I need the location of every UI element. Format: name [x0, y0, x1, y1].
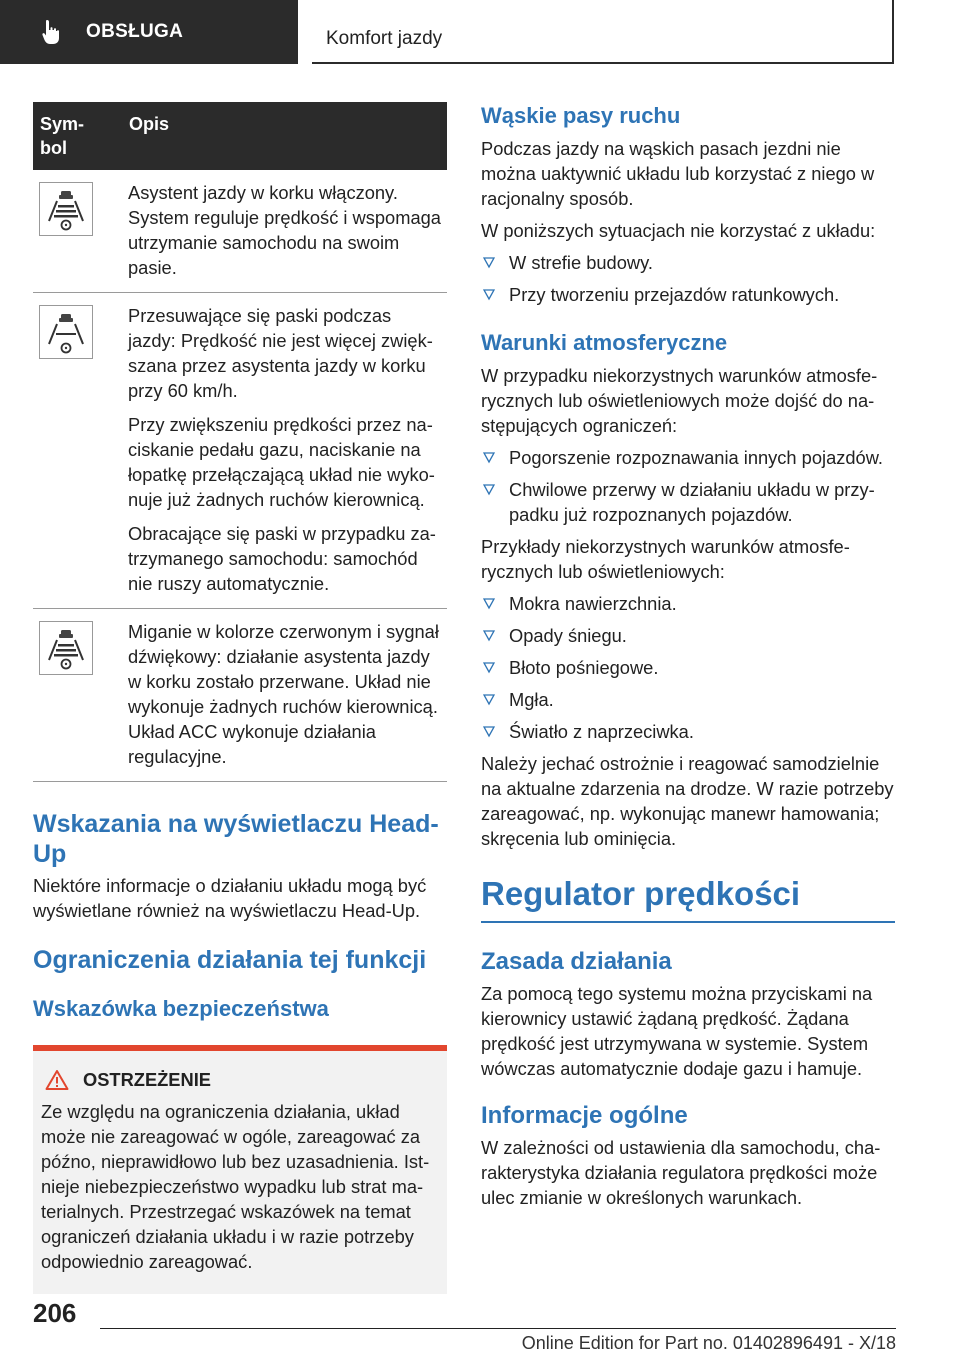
lane-assist-moving-stripes-icon [44, 310, 88, 354]
weather-text: W przypadku niekorzystnych warunków atmosferycznych lub oświetleniowych może dojść do następujących ograniczeń: [481, 365, 878, 436]
triangle-bullet-icon [483, 694, 495, 706]
page-number: 206 [33, 1298, 77, 1328]
topic-box [312, 0, 894, 64]
column-header-symbol: Sym- bol [33, 102, 122, 170]
footer-divider [100, 1328, 896, 1329]
list-item [481, 623, 895, 648]
description-text: Asystent jazdy w korku włączony. System reguluje prędkość i wspomaga utrzymanie samochodu na swoim pasie. [128, 182, 441, 278]
page-header [0, 0, 960, 66]
triangle-bullet-icon [483, 630, 495, 642]
warning-box [33, 1045, 447, 1294]
description-text: Przy zwiększeniu prędkości przez naciskanie pedału gazu, naciskanie na łopatkę przełączającą układ nie wykonuje już żadnych ruchów kierownicą. [128, 414, 435, 510]
general-info-text: W zależności od ustawienia dla samochodu, charakterystyka działania regulatora prędkości może ulec zmianie w określonych warunkach. [481, 1137, 881, 1208]
limits-heading: Ograniczenia działania tej funkcji [33, 946, 427, 974]
list-item-text: Przy tworzeniu przejazdów ratunkowych. [509, 284, 840, 305]
warning-header [45, 1069, 439, 1091]
table-cell-symbol [33, 170, 122, 293]
table-header-row [33, 102, 447, 170]
list-item [481, 250, 895, 275]
principle-heading: Zasada działania [481, 948, 672, 975]
table-row [33, 293, 447, 609]
left-column [33, 102, 447, 1294]
cruise-control-title: Regulator prędkości [481, 873, 895, 923]
weather-examples-list [481, 591, 895, 744]
warning-text: Ze względu na ograniczenia działania, układ może nie zareagować w ogóle, zareagować za późno, nieprawidłowo lub bez uzasadnienia. Istnieje niebezpieczeństwo wypadku lub strat materialnych. Przestrzegać wskazówek na temat ograniczeń działania układu i w razie potrzeby odpowiednio zareagować. [41, 1101, 430, 1272]
topic-title: Komfort jazdy [326, 28, 443, 49]
principle-text: Za pomocą tego systemu można przyciskami na kierownicy ustawić żądaną prędkość. Żądana prędkość jest utrzymywana w systemie. System wówczas automatycznie dodaje gazu i hamuje. [481, 983, 873, 1079]
triangle-bullet-icon [483, 257, 495, 269]
general-info-heading: Informacje ogólne [481, 1102, 688, 1129]
symbol-frame [39, 621, 93, 675]
table-cell-description [122, 170, 447, 293]
triangle-bullet-icon [483, 484, 495, 496]
safety-heading: Wskazówka bezpieczeństwa [33, 996, 329, 1021]
triangle-bullet-icon [483, 289, 495, 301]
weather-examples-intro: Przykłady niekorzystnych warunków atmosferycznych lub oświetleniowych: [481, 536, 850, 582]
list-item [481, 687, 895, 712]
list-item-text: Pogorszenie rozpoznawania innych pojazdów. [509, 447, 883, 468]
list-item [481, 719, 895, 744]
edition-text: Online Edition for Part no. 01402896491 - X/18 [521, 1333, 896, 1353]
list-item-text: Opady śniegu. [509, 625, 627, 646]
table-cell-symbol [33, 609, 122, 782]
hud-heading: Wskazania na wyświetlaczu Head-Up [33, 810, 439, 868]
description-text: Obracające się paski w przypadku zatrzymanego samochodu: samochód nie ruszy automatycznie. [128, 523, 436, 594]
lane-assist-active-icon [44, 187, 88, 231]
list-item [481, 591, 895, 616]
warning-triangle-icon [45, 1069, 69, 1091]
list-item-text: Błoto pośniegowe. [509, 657, 659, 678]
column-header-description: Opis [122, 102, 447, 170]
right-column [481, 102, 895, 1210]
triangle-bullet-icon [483, 726, 495, 738]
list-item-text: Światło z naprzeciwka. [509, 721, 694, 742]
narrow-lanes-list [481, 250, 895, 307]
triangle-bullet-icon [483, 452, 495, 464]
triangle-bullet-icon [483, 598, 495, 610]
table-cell-symbol [33, 293, 122, 609]
table-cell-description [122, 293, 447, 609]
table-row [33, 609, 447, 782]
symbol-frame [39, 305, 93, 359]
section-tab [0, 0, 298, 64]
triangle-bullet-icon [483, 662, 495, 674]
list-item [481, 477, 895, 527]
lane-assist-warning-icon [44, 626, 88, 670]
list-item-text: W strefie budowy. [509, 252, 653, 273]
narrow-lanes-heading: Wąskie pasy ruchu [481, 103, 681, 128]
description-text: Przesuwające się paski podczas jazdy: Prędkość nie jest więcej zwiększana przez asystenta jazdy w korku przy 60 km/h. [128, 305, 433, 401]
symbol-table [33, 102, 447, 782]
list-item-text: Mokra nawierzchnia. [509, 593, 677, 614]
weather-limits-list [481, 445, 895, 527]
section-name: OBSŁUGA [86, 21, 184, 42]
list-item [481, 282, 895, 307]
symbol-frame [39, 182, 93, 236]
narrow-lanes-intro: W poniższych sytuacjach nie korzystać z układu: [481, 220, 876, 241]
warning-title: OSTRZEŻENIE [83, 1069, 211, 1090]
table-row [33, 170, 447, 293]
weather-heading: Warunki atmosferyczne [481, 330, 728, 355]
hud-text: Niektóre informacje o działaniu układu mogą być wyświetlane również na wyświetlaczu Head-Up. [33, 875, 427, 921]
list-item [481, 445, 895, 470]
table-cell-description [122, 609, 447, 782]
description-text: Miganie w kolorze czerwonym i sygnał dźwiękowy: działanie asystenta jazdy w korku zostało przerwane. Układ nie wykonuje żadnych ruchów kierownicą. Układ ACC wykonuje działania regulacyjne. [128, 621, 439, 767]
weather-outro: Należy jechać ostrożnie i reagować samodzielnie na aktualne zdarzenia na drodze. W razie potrzeby zareagować, np. wykonując manewr hamowania; skręcenia lub ominięcia. [481, 753, 894, 849]
list-item-text: Chwilowe przerwy w działaniu układu w przypadku już rozpoznanych pojazdów. [509, 479, 875, 525]
hand-pointer-icon [40, 18, 64, 46]
list-item-text: Mgła. [509, 689, 554, 710]
narrow-lanes-text: Podczas jazdy na wąskich pasach jezdni nie można uaktywnić układu lub korzystać z niego w racjonalny sposób. [481, 138, 875, 209]
list-item [481, 655, 895, 680]
